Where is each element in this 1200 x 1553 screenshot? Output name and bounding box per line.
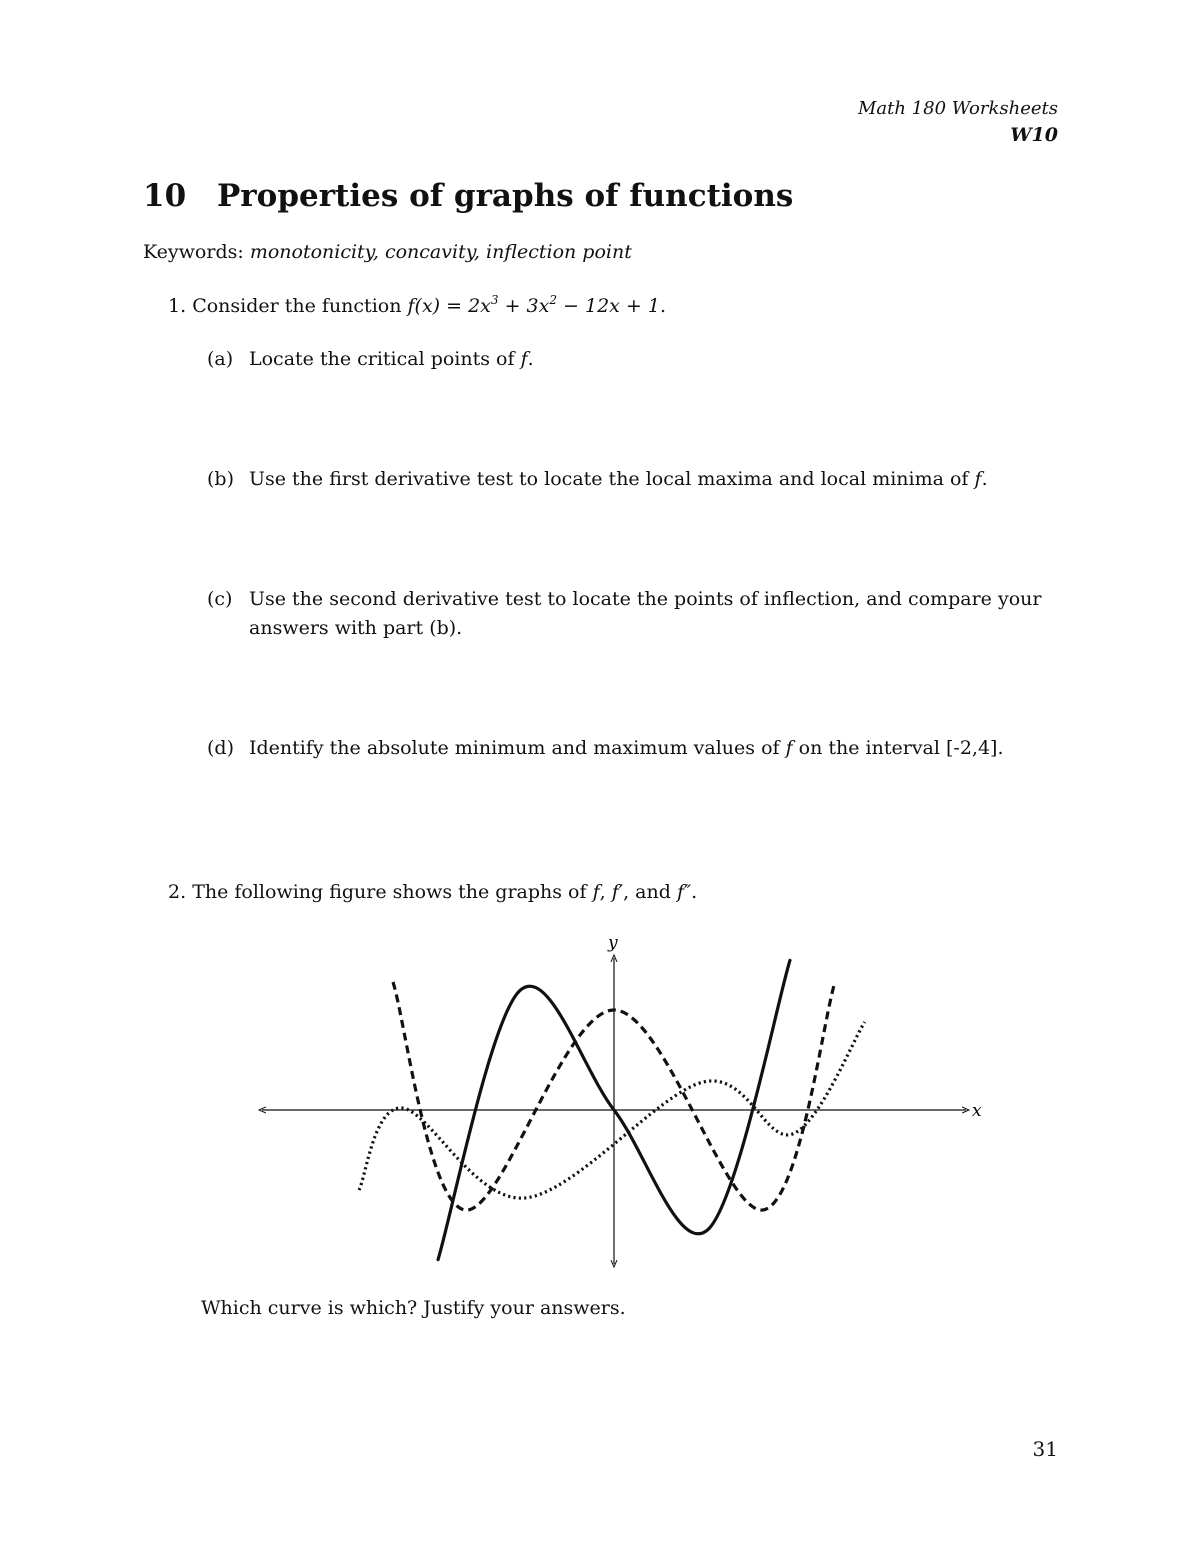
header-course: Math 180 Worksheets [857, 98, 1058, 119]
part-var: f [785, 737, 793, 759]
section-title [143, 178, 793, 214]
curve-solid [438, 960, 790, 1259]
problem-2-number: 2. [168, 881, 187, 903]
x-axis-label: x [972, 1101, 982, 1121]
problem-1-number: 1. [168, 295, 187, 317]
problem-2-fprime: f′ [611, 881, 624, 903]
problem-1-part-a [207, 348, 534, 370]
part-label: (d) [207, 737, 234, 759]
problem-2-question: Which curve is which? Justify your answers. [201, 1297, 626, 1319]
problem-2 [168, 881, 697, 903]
part-text: Identify the absolute minimum and maximum values of [249, 737, 786, 759]
header-worksheet-code: W10 [1010, 124, 1058, 146]
part-var: f [520, 348, 528, 370]
part-text: Use the first derivative test to locate the local maxima and local minima of [249, 468, 975, 490]
problem-2-text: The following figure shows the graphs of [192, 881, 593, 903]
problem-1-part-c [207, 588, 1041, 610]
part-text-end: . [527, 348, 534, 370]
part-text-end: on the interval [-2,4]. [792, 737, 1004, 759]
part-text-line1: Use the second derivative test to locate the points of inflection, and compare your [249, 588, 1042, 610]
part-text: Locate the critical points of [249, 348, 521, 370]
problem-2-sep: , and [623, 881, 677, 903]
problem-2-f: f [592, 881, 600, 903]
page-number: 31 [1032, 1437, 1058, 1461]
keywords-line [143, 241, 632, 263]
problem-1-part-d [207, 737, 1004, 759]
problem-2-sep: , [599, 881, 612, 903]
problem-2-end: . [691, 881, 698, 903]
problem-1-part-c-line2: answers with part (b). [249, 617, 463, 639]
part-var: f [974, 468, 982, 490]
curve-dashed [393, 982, 835, 1210]
part-label: (c) [207, 588, 233, 610]
problem-1-part-b [207, 468, 988, 490]
problem-1-function: $f(x) = 2x^3 + 3x^2 - 12x + 1$. [407, 293, 667, 317]
keywords-terms: monotonicity, concavity, inflection point [249, 241, 632, 263]
part-label: (b) [207, 468, 234, 490]
problem-1-intro: Consider the function [192, 295, 402, 317]
part-text-end: . [981, 468, 988, 490]
problem-1 [168, 295, 666, 317]
part-label: (a) [207, 348, 234, 370]
y-axis-label: y [608, 933, 618, 953]
section-number: 10 [143, 178, 187, 214]
keywords-label: Keywords: [143, 241, 244, 263]
section-title-text: Properties of graphs of functions [217, 178, 794, 214]
problem-2-fdprime: f″ [676, 881, 692, 903]
curve-dotted [359, 1022, 865, 1198]
